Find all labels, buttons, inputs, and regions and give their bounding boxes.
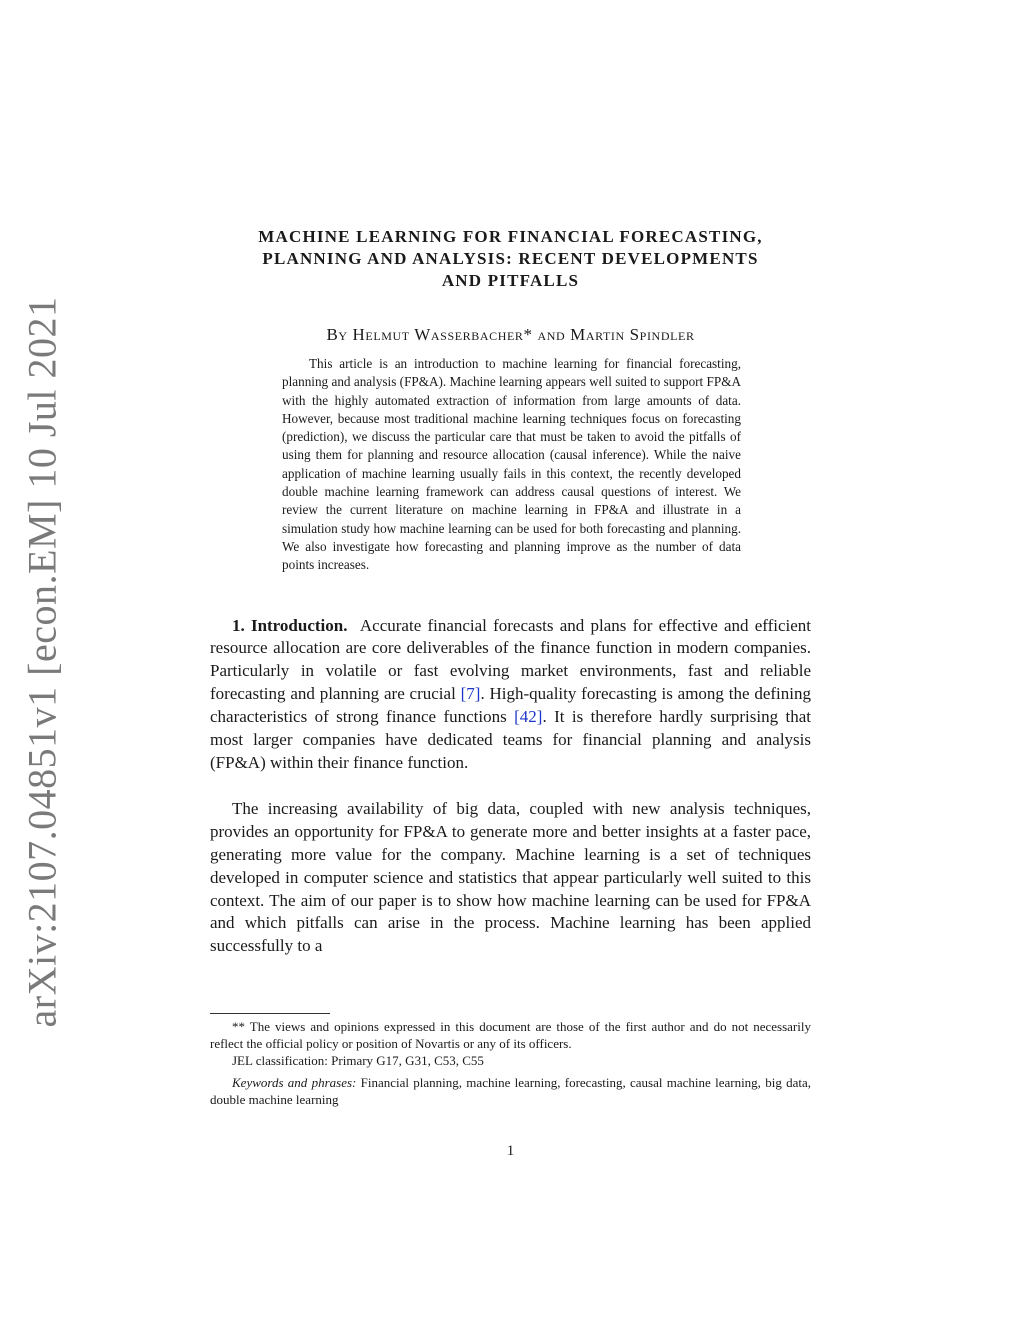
- footnote-rule: [210, 1013, 330, 1014]
- paper-title: [210, 226, 811, 292]
- footnote-keywords: [210, 1074, 811, 1108]
- citation-link-42[interactable]: [42]: [514, 707, 543, 727]
- arxiv-identifier-stamp: arXiv:2107.04851v1 [econ.EM] 10 Jul 2021: [19, 296, 65, 1028]
- keywords-label: Keywords and phrases:: [232, 1074, 357, 1090]
- intro-text-1: Accurate financial forecasts and plans for effective and efficient resource allocation are core deliverables of the finance function in modern companies. Particularly in volatile or fast evolving market environments, fast and reliable forecasting and planning are crucial: [210, 615, 812, 704]
- citation-link-7[interactable]: [7]: [460, 684, 481, 704]
- section-heading: 1. Introduction.: [232, 615, 348, 635]
- title-line-2: PLANNING AND ANALYSIS: RECENT DEVELOPMENTS: [262, 249, 759, 268]
- intro-paragraph-2: The increasing availability of big data, coupled with new analysis techniques, provides an opportunity for FP&A to generate more and better insights at a faster pace, generating more value for the company. Machine learning is a set of techniques developed in computer science and statistics that appear particularly well suited to this context. The aim of our paper is to show how machine learning can be used for FP&A and which pitfalls can arise in the process. Machine learning has been applied successfully to a: [210, 798, 811, 956]
- footnote-disclaimer: ** The views and opinions expressed in this document are those of the first author and do not necessarily reflect the official policy or position of Novartis or any of its officers.: [210, 1019, 811, 1052]
- abstract: This article is an introduction to machine learning for financial forecasting, planning and analysis (FP&A). Machine learning appears well suited to support FP&A with the highly automated extraction of information from large amounts of data. However, because most traditional machine learning techniques focus on forecasting (prediction), we discuss the particular care that must be taken to avoid the pitfalls of using them for planning and resource allocation (causal inference). While the naive application of machine learning usually fails in this context, the recently developed double machine learning framework can address causal questions of interest. We review the current literature on machine learning in FP&A and illustrate in a simulation study how machine learning can be used for both forecasting and planning. We also investigate how forecasting and planning improve as the number of data points increases.: [282, 356, 741, 573]
- page-number: 1: [506, 1143, 515, 1159]
- intro-paragraph-1: [210, 615, 811, 775]
- title-line-3: AND PITFALLS: [441, 271, 580, 290]
- author-line: By Helmut Wasserbacher* and Martin Spindler: [326, 325, 695, 344]
- keywords-text: Financial planning, machine learning, forecasting, causal machine learning, big data, double machine learning: [210, 1074, 812, 1107]
- footnotes: [210, 1013, 811, 1108]
- paper-page: [210, 226, 812, 1159]
- footnote-jel: JEL classification: Primary G17, G31, C53, C55: [232, 1053, 484, 1069]
- intro-text-2: . High-quality forecasting is among the defining characteristics of strong finance functions: [210, 684, 811, 727]
- introduction-section: [210, 615, 811, 959]
- intro-text-3: . It is therefore hardly surprising that most larger companies have dedicated teams for financial planning and analysis (FP&A) within their finance function.: [210, 707, 811, 772]
- title-line-1: MACHINE LEARNING FOR FINANCIAL FORECASTING,: [258, 227, 763, 246]
